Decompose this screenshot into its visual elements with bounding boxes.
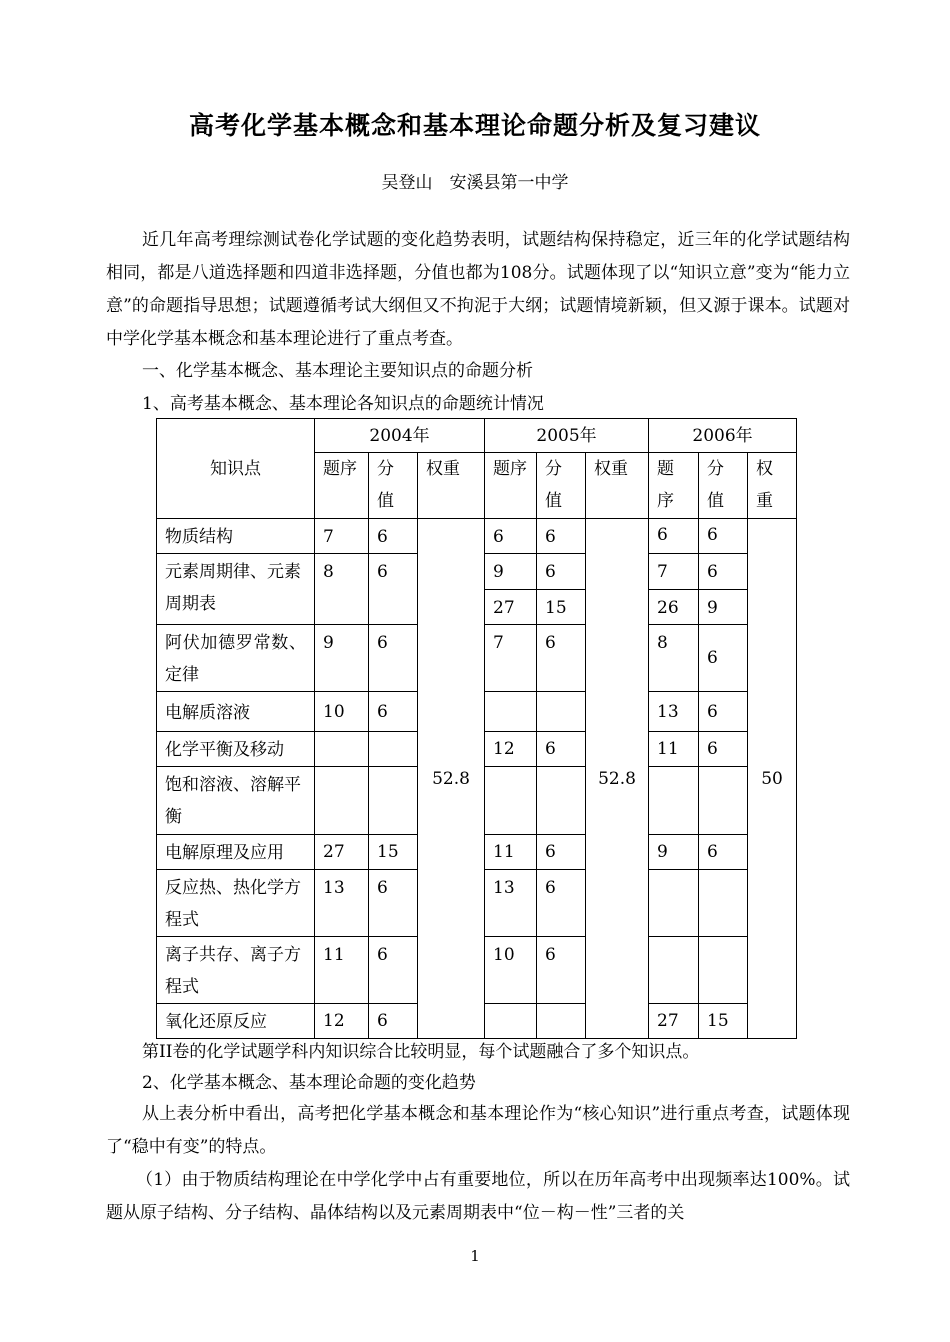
cell-order <box>485 1004 537 1039</box>
cell-order <box>485 692 537 732</box>
cell-order: 11 <box>315 937 369 1004</box>
cell-score <box>699 870 748 937</box>
subsection2-heading: 2、化学基本概念、基本理论命题的变化趋势 <box>142 1073 476 1093</box>
page-title: 高考化学基本概念和基本理论命题分析及复习建议 <box>188 111 761 140</box>
col-order-2006: 题序 <box>649 453 699 519</box>
stats-table <box>156 418 797 1039</box>
cell-order: 13 <box>485 870 537 937</box>
weight-2006: 50 <box>748 519 797 1039</box>
cell-order: 7 <box>485 625 537 692</box>
col-order-2005: 题序 <box>485 453 537 519</box>
cell-score: 9 <box>699 590 748 625</box>
cell-score: 15 <box>537 590 586 625</box>
cell-score: 6 <box>537 732 586 767</box>
trend-paragraph: 从上表分析中看出，高考把化学基本概念和基本理论作为“核心知识”进行重点考查，试题体现了“稳中有变”的特点。 <box>106 1104 850 1157</box>
cell-score: 6 <box>699 625 748 692</box>
cell-order: 11 <box>485 835 537 870</box>
cell-score: 6 <box>537 835 586 870</box>
cell-score: 6 <box>699 835 748 870</box>
col-weight-2005: 权重 <box>586 453 649 519</box>
section1-heading: 一、化学基本概念、基本理论主要知识点的命题分析 <box>142 361 533 381</box>
cell-order: 10 <box>485 937 537 1004</box>
col-weight-2004: 权重 <box>418 453 485 519</box>
cell-order: 6 <box>649 519 699 554</box>
cell-score: 6 <box>699 732 748 767</box>
cell-order: 12 <box>485 732 537 767</box>
cell-order: 7 <box>315 519 369 554</box>
cell-order: 27 <box>649 1004 699 1039</box>
cell-order: 9 <box>649 835 699 870</box>
cell-order <box>315 732 369 767</box>
col-score-2006: 分值 <box>699 453 748 519</box>
table-row-topic: 物质结构 <box>157 519 315 554</box>
cell-order: 27 <box>315 835 369 870</box>
table-row-topic: 电解原理及应用 <box>157 835 315 870</box>
cell-order: 12 <box>315 1004 369 1039</box>
year-header-2004: 2004年 <box>315 419 485 453</box>
year-header-2006: 2006年 <box>649 419 797 453</box>
table-row-topic: 电解质溶液 <box>157 692 315 732</box>
cell-order: 9 <box>315 625 369 692</box>
cell-order <box>649 767 699 835</box>
weight-2005: 52.8 <box>586 519 649 1039</box>
cell-score: 6 <box>699 519 748 554</box>
cell-order <box>649 937 699 1004</box>
cell-score: 6 <box>537 937 586 1004</box>
cell-score: 6 <box>699 692 748 732</box>
cell-score <box>537 1004 586 1039</box>
author-line: 吴登山 安溪县第一中学 <box>381 173 569 193</box>
cell-score: 6 <box>699 554 748 590</box>
intro-paragraph: 近几年高考理综测试卷化学试题的变化趋势表明，试题结构保持稳定，近三年的化学试题结构相同，都是八道选择题和四道非选择题，分值也都为108分。试题体现了以“知识立意”变为“能力立意”的命题指导思想；试题遵循考试大纲但又不拘泥于大纲；试题情境新颖，但又源于课本。试题对中学化学基本概念和基本理论进行了重点考查。 <box>106 230 850 349</box>
cell-score: 6 <box>537 519 586 554</box>
knowledge-header: 知识点 <box>157 419 315 519</box>
cell-score <box>699 937 748 1004</box>
cell-order <box>649 870 699 937</box>
col-order-2004: 题序 <box>315 453 369 519</box>
cell-order: 11 <box>649 732 699 767</box>
cell-score: 15 <box>699 1004 748 1039</box>
cell-score: 6 <box>369 519 418 554</box>
table-row-topic: 饱和溶液、溶解平衡 <box>157 767 315 835</box>
cell-score: 6 <box>369 870 418 937</box>
cell-order: 6 <box>485 519 537 554</box>
cell-score: 6 <box>369 692 418 732</box>
cell-score <box>537 767 586 835</box>
subsection1-heading: 1、高考基本概念、基本理论各知识点的命题统计情况 <box>142 394 544 414</box>
cell-order: 27 <box>485 590 537 625</box>
table-row-topic: 氧化还原反应 <box>157 1004 315 1039</box>
col-score-2004: 分值 <box>369 453 418 519</box>
cell-order <box>485 767 537 835</box>
cell-order: 8 <box>315 554 369 625</box>
weight-2004: 52.8 <box>418 519 485 1039</box>
table-row-topic: 阿伏加德罗常数、定律 <box>157 625 315 692</box>
cell-score: 6 <box>369 1004 418 1039</box>
year-header-2005: 2005年 <box>485 419 649 453</box>
cell-score <box>369 732 418 767</box>
col-weight-2006: 权重 <box>748 453 797 519</box>
cell-score: 15 <box>369 835 418 870</box>
after-table-note: 第II卷的化学试题学科内知识综合比较明显，每个试题融合了多个知识点。 <box>142 1042 700 1062</box>
cell-score <box>369 767 418 835</box>
cell-order: 8 <box>649 625 699 692</box>
page-number: 1 <box>470 1247 480 1265</box>
table-row-topic: 离子共存、离子方程式 <box>157 937 315 1004</box>
table-row-topic: 元素周期律、元素周期表 <box>157 554 315 625</box>
cell-order: 10 <box>315 692 369 732</box>
cell-score: 6 <box>537 625 586 692</box>
cell-score <box>699 767 748 835</box>
cell-order: 13 <box>649 692 699 732</box>
cell-score: 6 <box>537 554 586 590</box>
cell-score: 6 <box>369 554 418 625</box>
table-row-topic: 化学平衡及移动 <box>157 732 315 767</box>
cell-score: 6 <box>369 937 418 1004</box>
cell-score: 6 <box>369 625 418 692</box>
cell-order: 26 <box>649 590 699 625</box>
table-row-topic: 反应热、热化学方程式 <box>157 870 315 937</box>
col-score-2005: 分值 <box>537 453 586 519</box>
cell-score <box>537 692 586 732</box>
cell-order: 9 <box>485 554 537 590</box>
cell-order <box>315 767 369 835</box>
cell-score: 6 <box>537 870 586 937</box>
cell-order: 13 <box>315 870 369 937</box>
cell-order: 7 <box>649 554 699 590</box>
point-1-paragraph: （1）由于物质结构理论在中学化学中占有重要地位，所以在历年高考中出现频率达100%。试题从原子结构、分子结构、晶体结构以及元素周期表中“位－构－性”三者的关 <box>106 1170 850 1223</box>
